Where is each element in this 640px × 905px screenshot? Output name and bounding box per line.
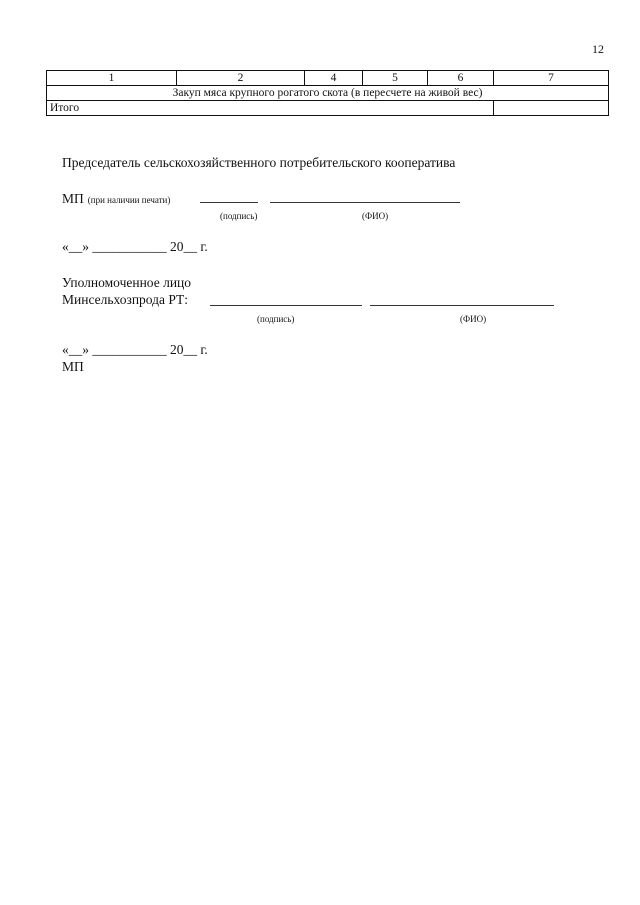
column-number: 4 <box>305 71 363 86</box>
table-total-row <box>47 101 609 116</box>
authorized-title-line2: Минсельхозпрода РТ: <box>62 292 189 307</box>
chairman-title: Председатель сельскохозяйственного потребительского кооператива <box>62 155 456 170</box>
chairman-fio-field[interactable] <box>270 202 460 203</box>
authorized-date-line: «__» ___________ 20__ г. <box>62 342 208 357</box>
signature-caption: (подпись) <box>220 211 258 221</box>
mp-note: (при наличии печати) <box>87 195 171 205</box>
authorized-signature-field[interactable] <box>210 305 362 306</box>
chairman-mp-row <box>62 190 170 208</box>
column-number: 2 <box>177 71 305 86</box>
authorized-title-line1: Уполномоченное лицо <box>62 275 192 290</box>
page-number: 12 <box>592 42 604 56</box>
column-number: 5 <box>363 71 428 86</box>
table-section-row <box>47 86 609 101</box>
column-number: 7 <box>494 71 609 86</box>
report-table <box>46 70 609 116</box>
chairman-date-line: «__» ___________ 20__ г. <box>62 239 208 254</box>
total-label: Итого <box>47 101 494 116</box>
signature-caption: (подпись) <box>257 314 295 324</box>
chairman-signature-field[interactable] <box>200 202 258 203</box>
fio-caption: (ФИО) <box>362 211 389 221</box>
total-value-cell[interactable] <box>494 101 609 116</box>
section-title: Закуп мяса крупного рогатого скота (в пересчете на живой вес) <box>47 86 609 101</box>
table-header-row <box>47 71 609 86</box>
column-number: 6 <box>428 71 494 86</box>
column-number: 1 <box>47 71 177 86</box>
mp-label: МП <box>62 191 84 206</box>
authorized-fio-field[interactable] <box>370 305 554 306</box>
fio-caption: (ФИО) <box>460 314 487 324</box>
authorized-mp-label: МП <box>62 359 84 374</box>
